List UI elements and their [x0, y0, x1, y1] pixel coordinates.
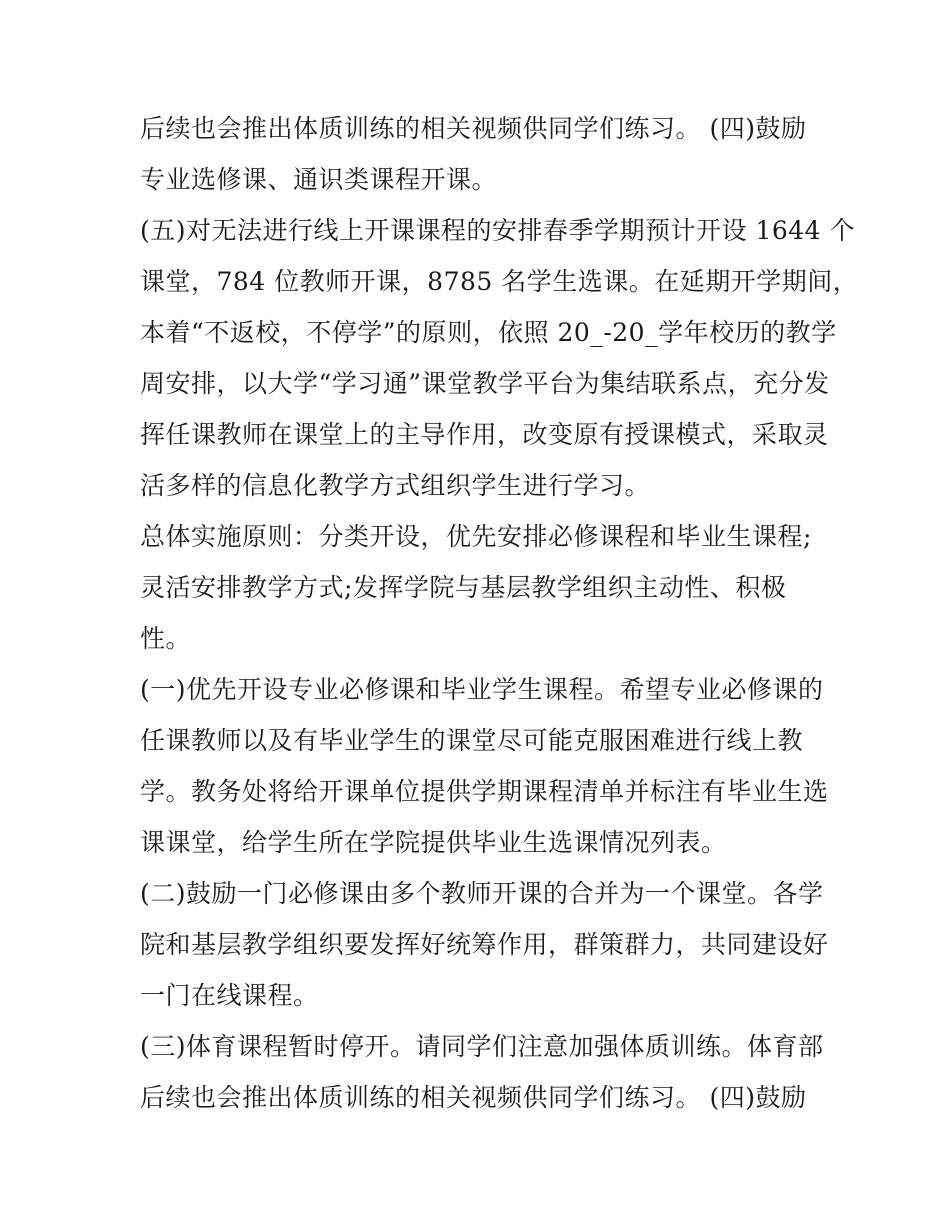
text-line: (五)对无法进行线上开课课程的安排春季学期预计开设 1644 个 [140, 216, 856, 245]
text-line: 一门在线课程。 [140, 981, 319, 1010]
text-line: 性。 [140, 624, 192, 653]
document-body [140, 103, 859, 1123]
text-line: (三)体育课程暂时停开。请同学们注意加强体质训练。体育部 [140, 1032, 824, 1061]
text-line: 后续也会推出体质训练的相关视频供同学们练习。 (四)鼓励 [140, 1083, 807, 1112]
text-line: 课课堂，给学生所在学院提供毕业生选课情况列表。 [140, 828, 727, 857]
text-line: 后续也会推出体质训练的相关视频供同学们练习。 (四)鼓励 [140, 114, 807, 143]
text-line: 专业选修课、通识类课程开课。 [140, 165, 498, 194]
text-line: 院和基层教学组织要发挥好统筹作用，群策群力，共同建设好 [140, 930, 829, 959]
text-line: (一)优先开设专业必修课和毕业学生课程。希望专业必修课的 [140, 675, 824, 704]
text-line: 灵活安排教学方式;发挥学院与基层教学组织主动性、积极 [140, 573, 787, 602]
text-line: 任课教师以及有毕业学生的课堂尽可能克服困难进行线上教 [140, 726, 804, 755]
text-line: 总体实施原则：分类开设，优先安排必修课程和毕业生课程; [140, 522, 812, 551]
text-line: 周安排，以大学“学习通”课堂教学平台为集结联系点，充分发 [140, 369, 830, 398]
text-line: 课堂，784 位教师开课，8785 名学生选课。在延期开学期间， [140, 267, 859, 296]
text-line: 学。教务处将给开课单位提供学期课程清单并标注有毕业生选 [140, 777, 829, 806]
text-line: 活多样的信息化教学方式组织学生进行学习。 [140, 471, 651, 500]
text-line: 挥任课教师在课堂上的主导作用，改变原有授课模式，采取灵 [140, 420, 829, 449]
text-line: (二)鼓励一门必修课由多个教师开课的合并为一个课堂。各学 [140, 879, 824, 908]
text-line: 本着“不返校，不停学”的原则，依照 20_-20_学年校历的教学 [140, 318, 837, 347]
